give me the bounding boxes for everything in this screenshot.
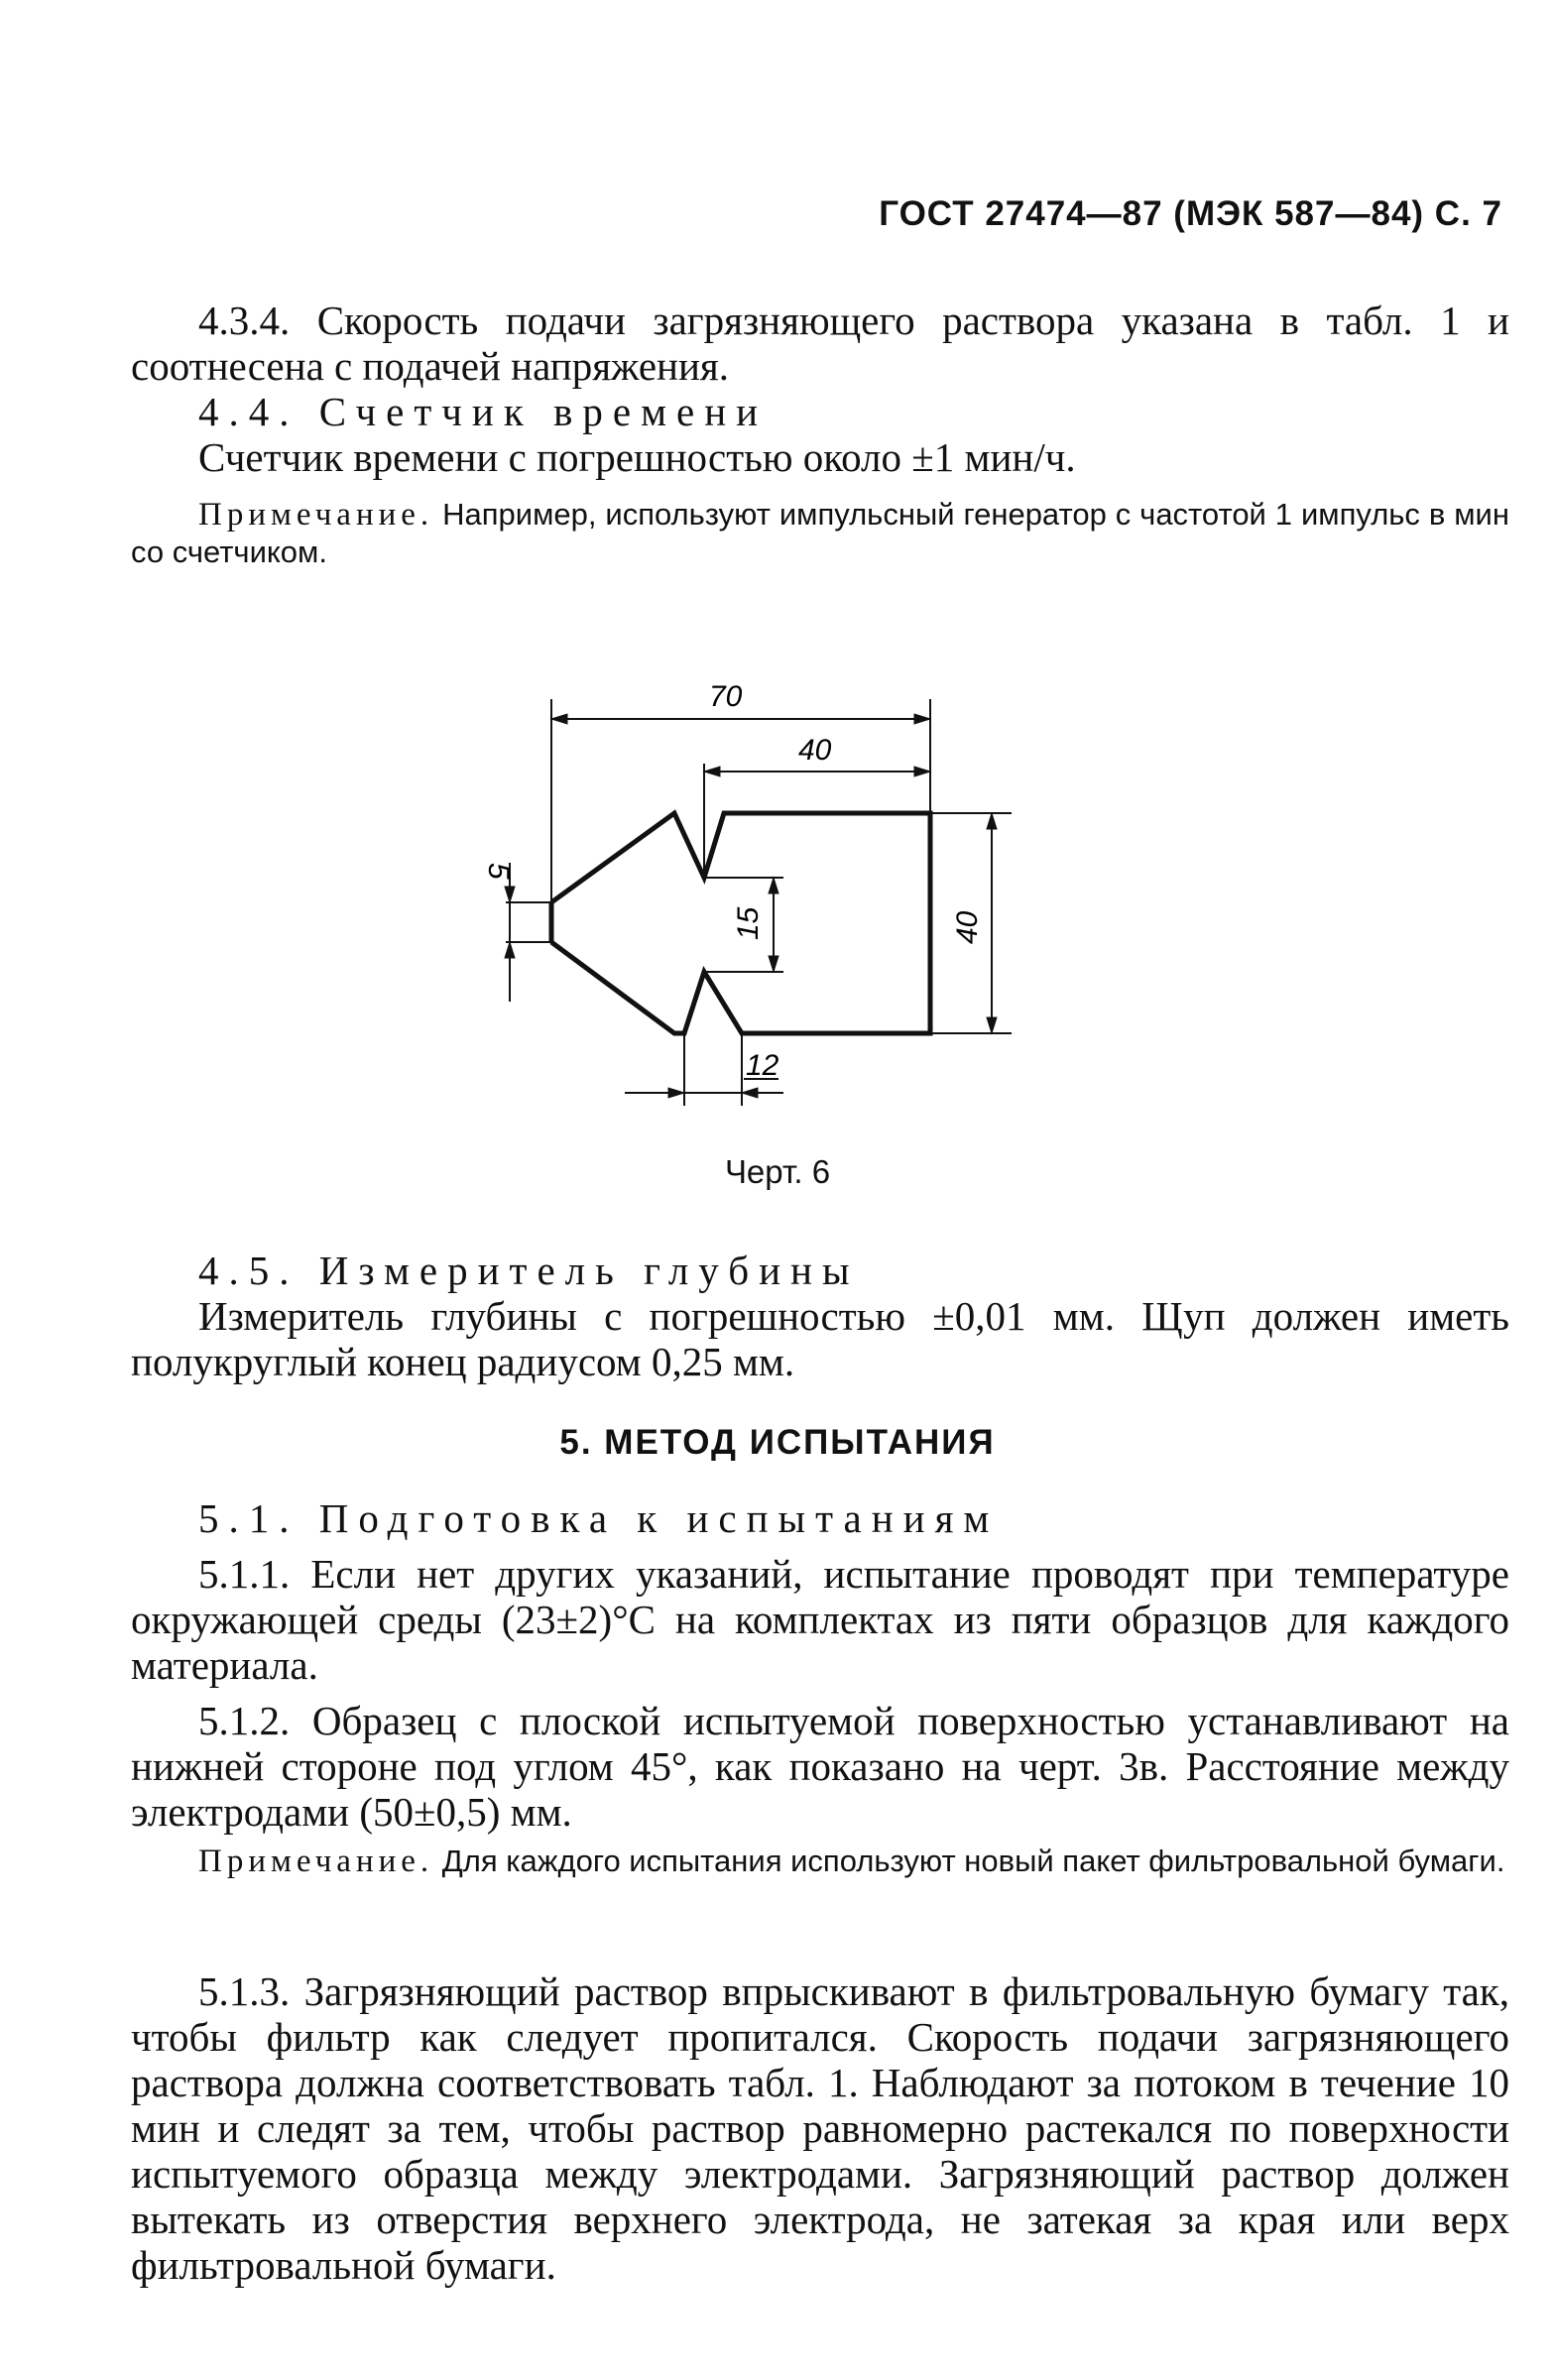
dim-40-top: 40 <box>798 734 832 767</box>
note-1-label: Примечание. <box>198 497 434 533</box>
heading-4-4: 4.4. Счетчик времени <box>198 389 769 434</box>
page-header: ГОСТ 27474—87 (МЭК 587—84) С. 7 <box>879 194 1502 233</box>
note-1-text: Например, используют импульсный генератор с частотой 1 импульс в мин со счетчиком. <box>131 497 1509 569</box>
paragraph-5-1-2: 5.1.2. Образец с плоской испытуемой поверхностью устанавливают на нижней стороне под углом 45°, как показано на черт. 3в. Расстояние между электродами (50±0,5) мм. <box>131 1698 1509 1835</box>
dim-12: 12 <box>746 1049 779 1082</box>
note-2-label: Примечание. <box>198 1844 434 1879</box>
note-2 <box>131 1843 1509 1880</box>
paragraph-5-1-1: 5.1.1. Если нет других указаний, испытание проводят при температуре окружающей среды (23±2)°С на комплектах из пяти образцов для каждого материала. <box>131 1551 1509 1688</box>
note-2-text: Для каждого испытания используют новый пакет фильтровальной бумаги. <box>433 1844 1505 1878</box>
dim-70: 70 <box>709 680 743 713</box>
section-5-title: 5. МЕТОД ИСПЫТАНИЯ <box>559 1423 996 1462</box>
figure-caption: Черт. 6 <box>724 1153 831 1190</box>
note-1 <box>131 496 1509 571</box>
paragraph-5-1-3: 5.1.3. Загрязняющий раствор впрыскивают в фильтровальную бумагу так, чтобы фильтр как следует пропитался. Скорость подачи загрязняющего раствора должна соответствовать табл. 1. Наблюдают за потоком в течение 10 мин и следят за тем, чтобы раствор равномерно растекался по поверхности испытуемого образца между электродами. Загрязняющий раствор должен вытекать из отверстия верхнего электрода, не затекая за края или верх фильтровальной бумаги. <box>131 1968 1509 2288</box>
paragraph-4-5: Измеритель глубины с погрешностью ±0,01 мм. Щуп должен иметь полукруглый конец радиусом 0,25 мм. <box>131 1293 1509 1384</box>
dim-15: 15 <box>732 906 765 940</box>
paragraph-4-3-4: 4.3.4. Скорость подачи загрязняющего раствора указана в табл. 1 и соотнесена с подачей напряжения. <box>131 298 1509 389</box>
dim-5: 5 <box>482 863 515 880</box>
electrode-drawing <box>456 664 1051 1130</box>
paragraph-4-4: Счетчик времени с погрешностью около ±1 мин/ч. <box>198 434 1076 480</box>
dim-40-right: 40 <box>951 910 984 944</box>
heading-4-5: 4.5. Измеритель глубины <box>198 1248 860 1293</box>
heading-5-1: 5.1. Подготовка к испытаниям <box>198 1495 1000 1541</box>
